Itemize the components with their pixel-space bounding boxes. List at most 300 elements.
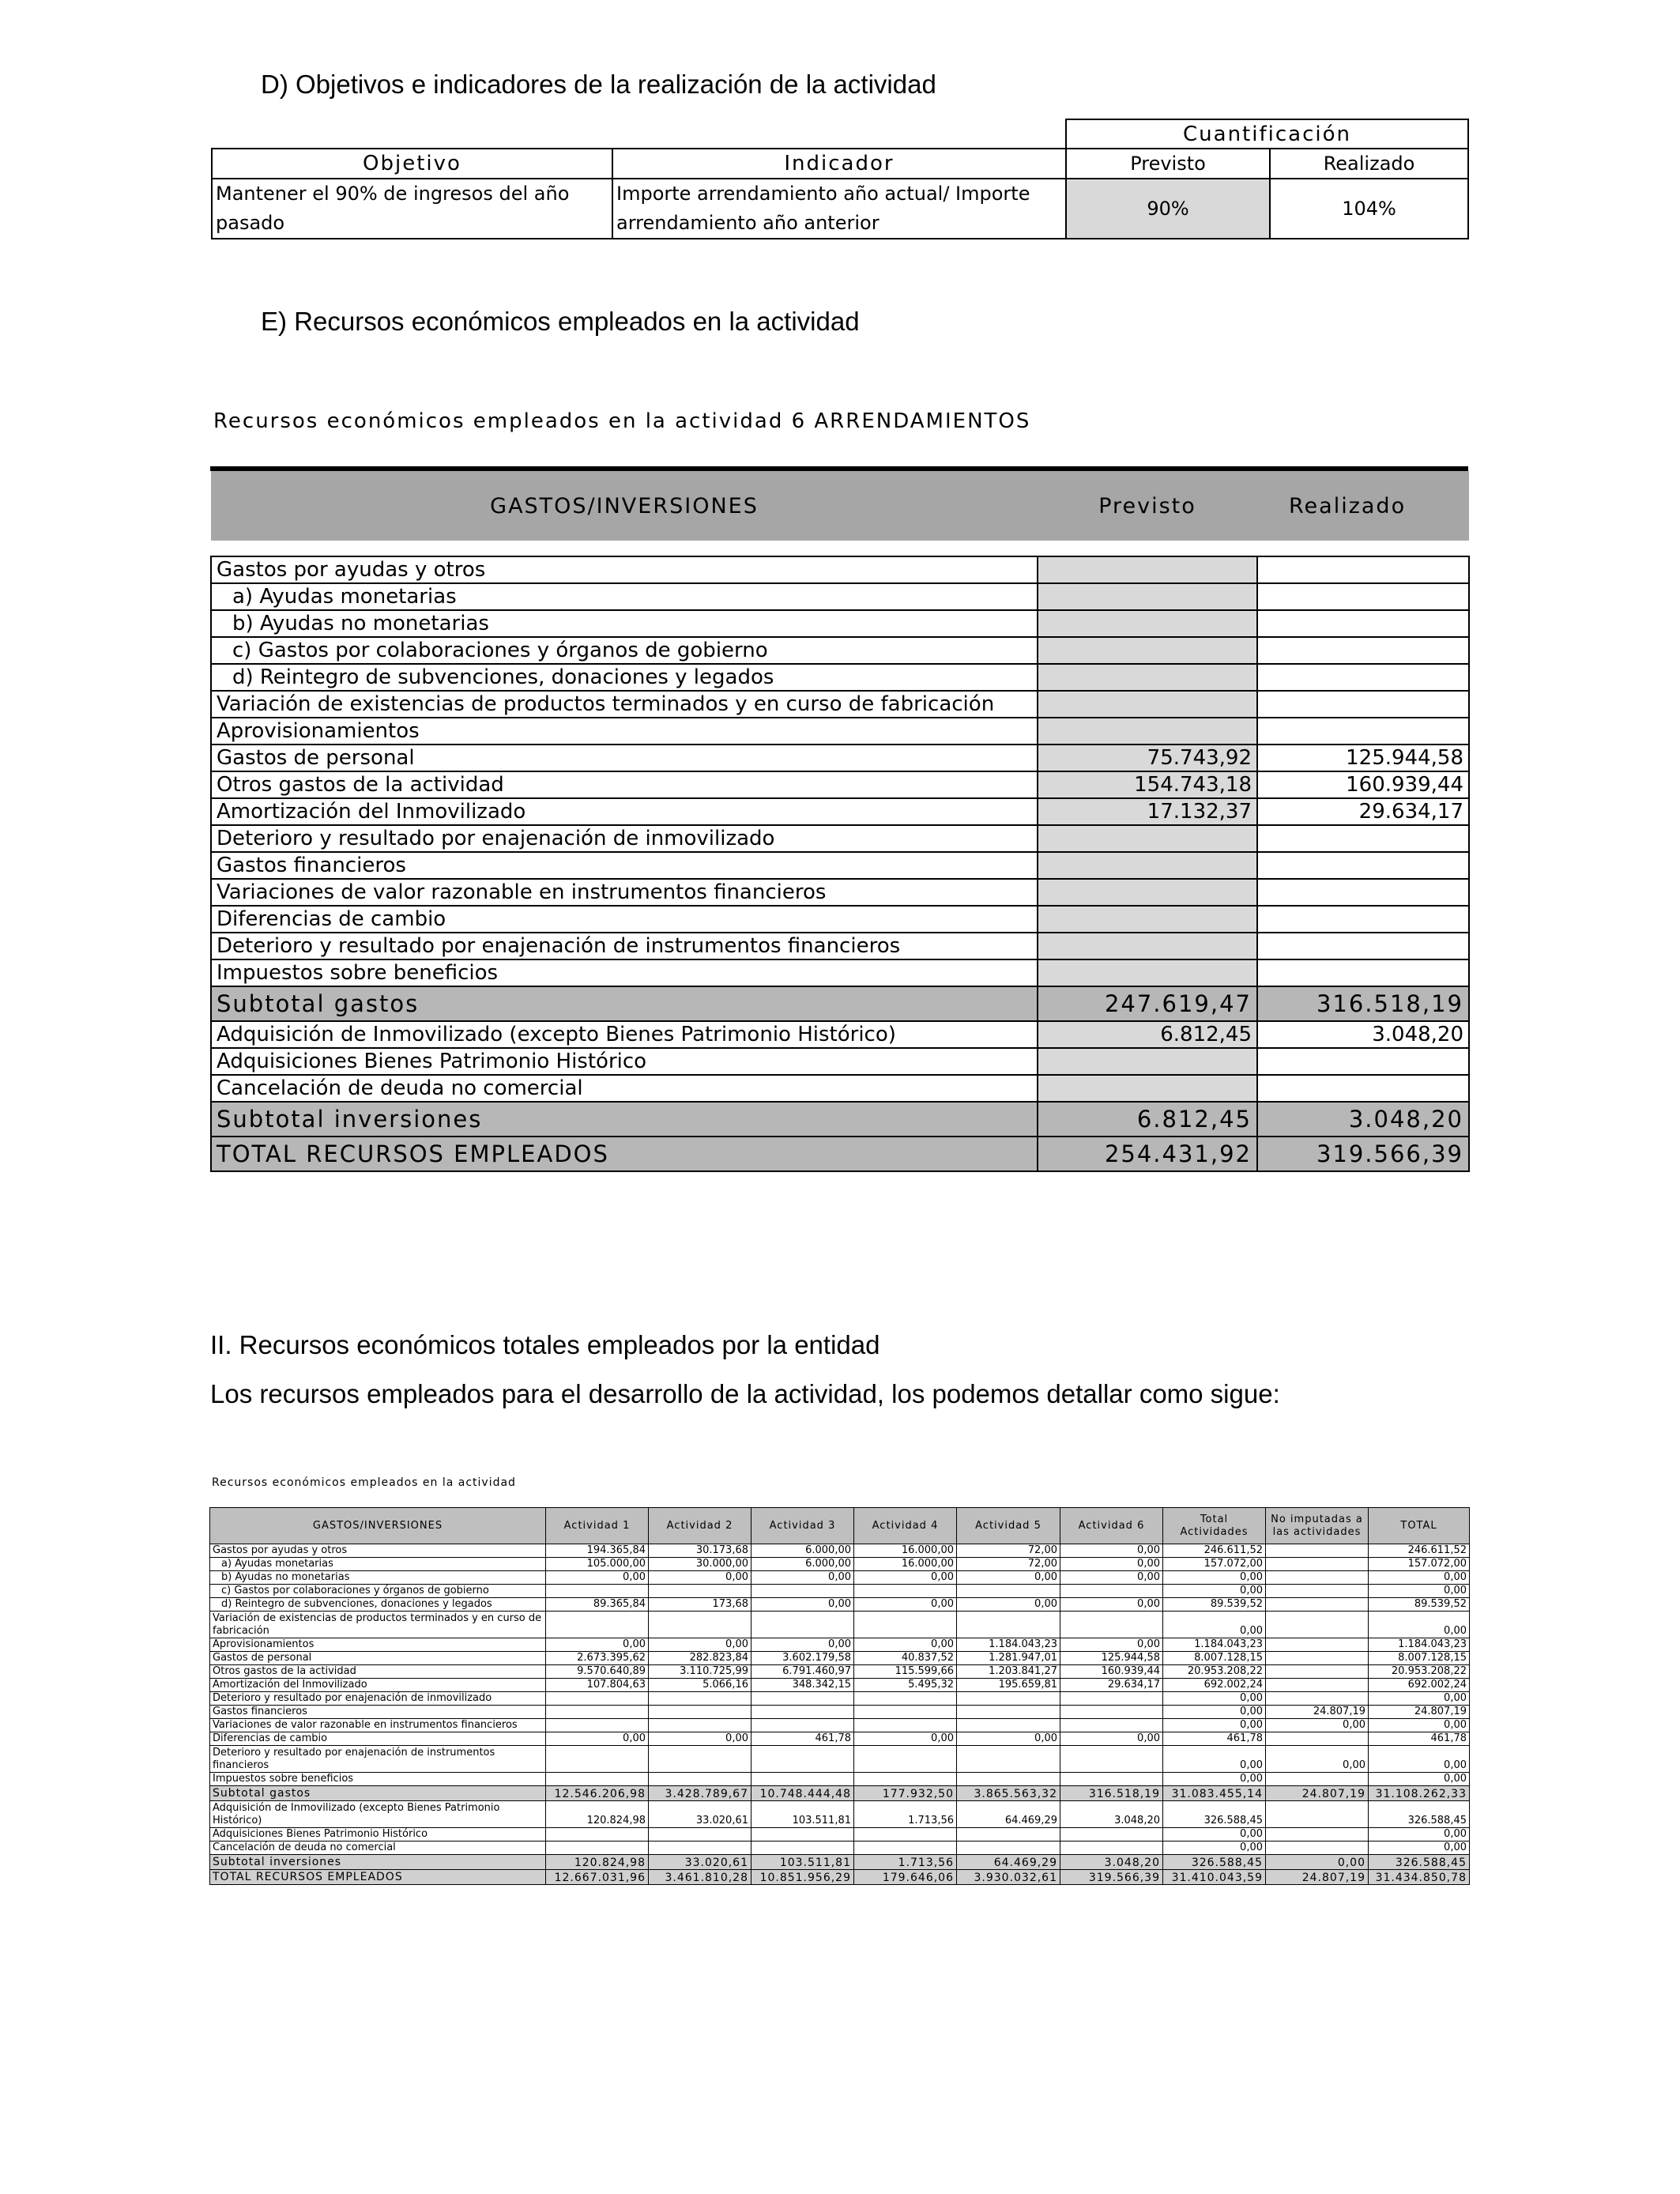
table-row [210,1598,1470,1612]
cell-actividad-3: 6.000,00 [751,1544,854,1558]
table-row [210,1786,1470,1801]
row-realizado-value [1257,610,1469,637]
header-actividad-6: Actividad 6 [1060,1508,1163,1544]
cell-total: 0,00 [1369,1773,1470,1786]
cell-actividad-6: 0,00 [1060,1732,1163,1746]
table-row [211,1137,1469,1171]
cell-actividad-1 [546,1612,649,1638]
header-realizado: Realizado [1257,471,1469,541]
cell-total: 8.007.128,15 [1369,1652,1470,1665]
cell-actividad-6: 0,00 [1060,1638,1163,1652]
indicador-cell: Importe arrendamiento año actual/ Importe arrendamiento año anterior [612,179,1066,239]
row-label: Gastos de personal [210,1652,546,1665]
cell-actividad-6 [1060,1828,1163,1842]
row-label: Variaciones de valor razonable en instrumentos financieros [210,1719,546,1732]
cell-actividad-5 [957,1585,1060,1598]
cell-total: 31.434.850,78 [1369,1870,1470,1885]
cell-actividad-6: 0,00 [1060,1544,1163,1558]
table-row [211,825,1469,852]
cell-actividad-2: 0,00 [649,1638,751,1652]
section-d-heading: D) Objetivos e indicadores de la realización de la actividad [261,70,936,99]
cell-actividad-3 [751,1719,854,1732]
row-label: Deterioro y resultado por enajenación de instrumentos financieros [210,1746,546,1773]
row-label: Subtotal inversiones [211,1102,1038,1137]
table-row [211,798,1469,825]
cell-total-actividades: 246.611,52 [1163,1544,1266,1558]
row-previsto-value [1038,1075,1257,1102]
row-previsto-value [1038,610,1257,637]
cell-actividad-3: 6.791.460,97 [751,1665,854,1679]
cell-actividad-2 [649,1706,751,1719]
table-row [211,933,1469,959]
cell-actividad-5: 0,00 [957,1732,1060,1746]
row-label: Otros gastos de la actividad [210,1665,546,1679]
row-label: Diferencias de cambio [210,1732,546,1746]
table-row [211,771,1469,798]
cell-total: 0,00 [1369,1746,1470,1773]
header-cuantificacion: Cuantificación [1066,119,1468,149]
cell-total: 0,00 [1369,1585,1470,1598]
cell-total: 0,00 [1369,1842,1470,1855]
cell-actividad-2: 3.110.725,99 [649,1665,751,1679]
cell-actividad-6: 125.944,58 [1060,1652,1163,1665]
cell-actividad-3: 10.748.444,48 [751,1786,854,1801]
row-label: Adquisición de Inmovilizado (excepto Bienes Patrimonio Histórico) [210,1801,546,1828]
cell-actividad-4 [854,1585,957,1598]
table-row [210,1732,1470,1746]
cell-actividad-5 [957,1773,1060,1786]
cell-total: 0,00 [1369,1719,1470,1732]
row-previsto-value [1038,959,1257,986]
cell-actividad-1 [546,1585,649,1598]
cell-actividad-2: 30.000,00 [649,1558,751,1571]
cell-actividad-6: 319.566,39 [1060,1870,1163,1885]
cell-actividad-4: 1.713,56 [854,1855,957,1870]
cell-total: 326.588,45 [1369,1855,1470,1870]
row-label: TOTAL RECURSOS EMPLEADOS [211,1137,1038,1171]
row-label: Subtotal gastos [210,1786,546,1801]
row-label: Impuestos sobre beneficios [210,1773,546,1786]
cell-no-imputadas-a-las-actividades [1266,1828,1369,1842]
table-row [211,1075,1469,1102]
cell-actividad-1 [546,1719,649,1732]
cell-actividad-4 [854,1842,957,1855]
cell-no-imputadas-a-las-actividades [1266,1665,1369,1679]
activity-table-title: Recursos económicos empleados en la actividad 6 ARRENDAMIENTOS [213,409,1031,433]
cell-total-actividades: 31.410.043,59 [1163,1870,1266,1885]
cell-actividad-2 [649,1828,751,1842]
cell-actividad-5: 3.930.032,61 [957,1870,1060,1885]
table-row [210,1870,1470,1885]
objetivo-cell: Mantener el 90% de ingresos del año pasado [212,179,612,239]
table-row [210,1679,1470,1692]
cell-actividad-6: 316.518,19 [1060,1786,1163,1801]
cell-no-imputadas-a-las-actividades [1266,1652,1369,1665]
header-actividad-5: Actividad 5 [957,1508,1060,1544]
table-row [211,745,1469,771]
header-actividad-1: Actividad 1 [546,1508,649,1544]
cell-no-imputadas-a-las-actividades [1266,1571,1369,1585]
table-row [211,1021,1469,1048]
cell-actividad-2: 33.020,61 [649,1855,751,1870]
row-realizado-value [1257,959,1469,986]
row-previsto-value [1038,637,1257,664]
cell-no-imputadas-a-las-actividades: 0,00 [1266,1719,1369,1732]
cell-actividad-5: 1.203.841,27 [957,1665,1060,1679]
cell-total: 692.002,24 [1369,1679,1470,1692]
header-total-actividades: Total Actividades [1163,1508,1266,1544]
row-realizado-value [1257,691,1469,718]
table-row [211,691,1469,718]
row-previsto-value: 154.743,18 [1038,771,1257,798]
header-actividad-2: Actividad 2 [649,1508,751,1544]
section-ii-intro: Los recursos empleados para el desarrollo de la actividad, los podemos detallar como sigue: [210,1379,1280,1408]
row-label: Variación de existencias de productos terminados y en curso de fabricación [210,1612,546,1638]
cell-actividad-1: 0,00 [546,1638,649,1652]
table-row [210,1828,1470,1842]
cell-no-imputadas-a-las-actividades: 0,00 [1266,1855,1369,1870]
cell-actividad-5 [957,1746,1060,1773]
objectives-table [211,119,1469,239]
cell-actividad-1 [546,1773,649,1786]
totals-table [209,1507,1470,1885]
cell-actividad-5 [957,1842,1060,1855]
row-label: Subtotal inversiones [210,1855,546,1870]
cell-no-imputadas-a-las-actividades [1266,1732,1369,1746]
cell-total-actividades: 0,00 [1163,1585,1266,1598]
cell-actividad-2: 5.066,16 [649,1679,751,1692]
cell-actividad-2: 3.461.810,28 [649,1870,751,1885]
cell-total-actividades: 8.007.128,15 [1163,1652,1266,1665]
cell-actividad-4: 177.932,50 [854,1786,957,1801]
table-row [211,718,1469,745]
header-previsto: Previsto [1038,471,1257,541]
cell-actividad-6 [1060,1612,1163,1638]
row-realizado-value: 3.048,20 [1257,1021,1469,1048]
row-label: Gastos financieros [211,852,1038,879]
cell-actividad-4: 0,00 [854,1571,957,1585]
table-row [211,959,1469,986]
row-label: TOTAL RECURSOS EMPLEADOS [210,1870,546,1885]
cell-actividad-6: 0,00 [1060,1571,1163,1585]
header-gastos-inversiones: GASTOS/INVERSIONES [211,471,1038,541]
cell-actividad-3: 348.342,15 [751,1679,854,1692]
cell-actividad-5: 1.184.043,23 [957,1638,1060,1652]
cell-actividad-6: 160.939,44 [1060,1665,1163,1679]
header-actividad-3: Actividad 3 [751,1508,854,1544]
row-previsto-value: 254.431,92 [1038,1137,1257,1171]
cell-no-imputadas-a-las-actividades [1266,1544,1369,1558]
cell-total-actividades: 1.184.043,23 [1163,1638,1266,1652]
row-previsto-value [1038,664,1257,691]
cell-no-imputadas-a-las-actividades [1266,1842,1369,1855]
row-realizado-value: 29.634,17 [1257,798,1469,825]
cell-no-imputadas-a-las-actividades [1266,1679,1369,1692]
cell-actividad-4 [854,1706,957,1719]
cell-actividad-1: 12.546.206,98 [546,1786,649,1801]
cell-actividad-3: 103.511,81 [751,1855,854,1870]
cell-actividad-4: 5.495,32 [854,1679,957,1692]
cell-actividad-4 [854,1719,957,1732]
header-objetivo: Objetivo [212,149,612,179]
cell-actividad-1: 2.673.395,62 [546,1652,649,1665]
cell-actividad-5 [957,1612,1060,1638]
cell-actividad-2: 33.020,61 [649,1801,751,1828]
table-row [210,1585,1470,1598]
cell-actividad-5: 64.469,29 [957,1801,1060,1828]
cell-actividad-6 [1060,1773,1163,1786]
cell-actividad-4: 40.837,52 [854,1652,957,1665]
cell-no-imputadas-a-las-actividades: 24.807,19 [1266,1706,1369,1719]
cell-actividad-5: 3.865.563,32 [957,1786,1060,1801]
cell-actividad-6 [1060,1746,1163,1773]
row-realizado-value [1257,583,1469,610]
cell-actividad-1: 9.570.640,89 [546,1665,649,1679]
cell-total-actividades: 0,00 [1163,1842,1266,1855]
row-label: Gastos de personal [211,745,1038,771]
cell-actividad-4: 16.000,00 [854,1544,957,1558]
cell-actividad-5 [957,1692,1060,1706]
cell-total-actividades: 0,00 [1163,1746,1266,1773]
row-previsto-value [1038,718,1257,745]
cell-actividad-2 [649,1746,751,1773]
cell-total-actividades: 326.588,45 [1163,1855,1266,1870]
previsto-cell: 90% [1066,179,1270,239]
cell-actividad-2: 282.823,84 [649,1652,751,1665]
cell-actividad-6 [1060,1719,1163,1732]
row-label: Cancelación de deuda no comercial [211,1075,1038,1102]
table-row [211,664,1469,691]
cell-actividad-4: 179.646,06 [854,1870,957,1885]
row-label: Amortización del Inmovilizado [210,1679,546,1692]
header-no-imputadas-a-las-actividades: No imputadas a las actividades [1266,1508,1369,1544]
cell-actividad-1: 120.824,98 [546,1801,649,1828]
cell-actividad-1 [546,1706,649,1719]
row-realizado-value [1257,1075,1469,1102]
table-row [210,1801,1470,1828]
row-label: Impuestos sobre beneficios [211,959,1038,986]
cell-actividad-6: 0,00 [1060,1558,1163,1571]
cell-no-imputadas-a-las-actividades: 0,00 [1266,1746,1369,1773]
row-label: Deterioro y resultado por enajenación de instrumentos financieros [211,933,1038,959]
row-previsto-value: 75.743,92 [1038,745,1257,771]
cell-actividad-6 [1060,1706,1163,1719]
table-row [210,1706,1470,1719]
cell-actividad-3: 0,00 [751,1598,854,1612]
cell-total-actividades: 157.072,00 [1163,1558,1266,1571]
cell-actividad-4: 0,00 [854,1732,957,1746]
cell-actividad-5: 0,00 [957,1598,1060,1612]
row-previsto-value: 17.132,37 [1038,798,1257,825]
cell-actividad-5: 0,00 [957,1571,1060,1585]
cell-actividad-1: 105.000,00 [546,1558,649,1571]
totals-table-title: Recursos económicos empleados en la actividad [212,1476,516,1489]
cell-total-actividades: 0,00 [1163,1828,1266,1842]
cell-total-actividades: 0,00 [1163,1719,1266,1732]
cell-total: 246.611,52 [1369,1544,1470,1558]
cell-actividad-1 [546,1746,649,1773]
table-row [211,879,1469,906]
cell-actividad-2: 0,00 [649,1571,751,1585]
cell-actividad-1: 12.667.031,96 [546,1870,649,1885]
cell-actividad-4 [854,1612,957,1638]
cell-actividad-4 [854,1773,957,1786]
cell-actividad-5 [957,1828,1060,1842]
cell-total: 20.953.208,22 [1369,1665,1470,1679]
cell-actividad-3 [751,1706,854,1719]
cell-actividad-5: 72,00 [957,1544,1060,1558]
row-realizado-value: 3.048,20 [1257,1102,1469,1137]
cell-actividad-1: 89.365,84 [546,1598,649,1612]
row-label: Variaciones de valor razonable en instrumentos financieros [211,879,1038,906]
cell-actividad-5: 195.659,81 [957,1679,1060,1692]
row-realizado-value: 125.944,58 [1257,745,1469,771]
cell-actividad-2: 30.173,68 [649,1544,751,1558]
header-realizado: Realizado [1270,149,1468,179]
cell-total-actividades: 461,78 [1163,1732,1266,1746]
table-row [210,1612,1470,1638]
cell-total: 157.072,00 [1369,1558,1470,1571]
cell-actividad-2: 173,68 [649,1598,751,1612]
cell-actividad-5: 72,00 [957,1558,1060,1571]
row-realizado-value: 319.566,39 [1257,1137,1469,1171]
row-label: Gastos por ayudas y otros [210,1544,546,1558]
row-previsto-value [1038,879,1257,906]
cell-no-imputadas-a-las-actividades [1266,1638,1369,1652]
row-label: Adquisición de Inmovilizado (excepto Bienes Patrimonio Histórico) [211,1021,1038,1048]
cell-total-actividades: 0,00 [1163,1612,1266,1638]
cell-actividad-2 [649,1585,751,1598]
table-row [210,1544,1470,1558]
header-indicador: Indicador [612,149,1066,179]
row-label: c) Gastos por colaboraciones y órganos de gobierno [211,637,1038,664]
row-realizado-value: 316.518,19 [1257,986,1469,1021]
section-e-heading: E) Recursos económicos empleados en la actividad [261,307,860,336]
cell-actividad-2: 3.428.789,67 [649,1786,751,1801]
cell-actividad-3: 0,00 [751,1571,854,1585]
row-previsto-value [1038,852,1257,879]
table-row [211,1102,1469,1137]
header-previsto: Previsto [1066,149,1270,179]
table-row [210,1652,1470,1665]
cell-actividad-1 [546,1828,649,1842]
cell-no-imputadas-a-las-actividades [1266,1612,1369,1638]
activity-resources-table [210,471,1470,1172]
cell-actividad-4: 115.599,66 [854,1665,957,1679]
row-label: a) Ayudas monetarias [211,583,1038,610]
cell-actividad-4 [854,1828,957,1842]
cell-actividad-5 [957,1706,1060,1719]
cell-total-actividades: 326.588,45 [1163,1801,1266,1828]
row-label: d) Reintegro de subvenciones, donaciones y legados [211,664,1038,691]
cell-no-imputadas-a-las-actividades [1266,1801,1369,1828]
cell-actividad-3: 461,78 [751,1732,854,1746]
row-label: d) Reintegro de subvenciones, donaciones y legados [210,1598,546,1612]
row-label: Gastos por ayudas y otros [211,556,1038,583]
cell-total: 0,00 [1369,1692,1470,1706]
cell-actividad-3: 10.851.956,29 [751,1870,854,1885]
row-label: Gastos financieros [210,1706,546,1719]
row-realizado-value [1257,933,1469,959]
cell-actividad-4: 0,00 [854,1638,957,1652]
cell-actividad-1: 120.824,98 [546,1855,649,1870]
cell-actividad-3 [751,1828,854,1842]
cell-no-imputadas-a-las-actividades [1266,1692,1369,1706]
cell-actividad-2 [649,1773,751,1786]
cell-no-imputadas-a-las-actividades: 24.807,19 [1266,1870,1369,1885]
cell-total: 1.184.043,23 [1369,1638,1470,1652]
cell-total-actividades: 0,00 [1163,1773,1266,1786]
cell-no-imputadas-a-las-actividades [1266,1598,1369,1612]
cell-actividad-6 [1060,1842,1163,1855]
cell-total: 0,00 [1369,1612,1470,1638]
row-label: b) Ayudas no monetarias [211,610,1038,637]
cell-actividad-2: 0,00 [649,1732,751,1746]
cell-actividad-1: 0,00 [546,1571,649,1585]
cell-actividad-3 [751,1746,854,1773]
row-label: Adquisiciones Bienes Patrimonio Histórico [211,1048,1038,1075]
row-label: Subtotal gastos [211,986,1038,1021]
cell-actividad-6 [1060,1692,1163,1706]
table-row [211,637,1469,664]
row-previsto-value [1038,583,1257,610]
table-row [210,1571,1470,1585]
cell-actividad-4: 16.000,00 [854,1558,957,1571]
table-row [211,583,1469,610]
row-label: a) Ayudas monetarias [210,1558,546,1571]
cell-total: 326.588,45 [1369,1801,1470,1828]
table-row [210,1855,1470,1870]
row-previsto-value: 6.812,45 [1038,1102,1257,1137]
row-realizado-value [1257,664,1469,691]
table-row [210,1638,1470,1652]
cell-total-actividades: 0,00 [1163,1571,1266,1585]
cell-actividad-4: 0,00 [854,1598,957,1612]
cell-total: 31.108.262,33 [1369,1786,1470,1801]
section-ii-heading: II. Recursos económicos totales empleados por la entidad [210,1330,880,1359]
cell-actividad-5 [957,1719,1060,1732]
row-previsto-value [1038,906,1257,933]
cell-actividad-5: 64.469,29 [957,1855,1060,1870]
cell-actividad-2 [649,1692,751,1706]
row-label: Deterioro y resultado por enajenación de inmovilizado [211,825,1038,852]
cell-total-actividades: 692.002,24 [1163,1679,1266,1692]
cell-actividad-6 [1060,1585,1163,1598]
cell-no-imputadas-a-las-actividades [1266,1773,1369,1786]
row-label: Variación de existencias de productos terminados y en curso de fabricación [211,691,1038,718]
row-realizado-value [1257,637,1469,664]
table-row [211,556,1469,583]
cell-actividad-2 [649,1612,751,1638]
table-row [211,906,1469,933]
cell-actividad-1 [546,1692,649,1706]
cell-actividad-4 [854,1746,957,1773]
realizado-cell: 104% [1270,179,1468,239]
row-previsto-value: 6.812,45 [1038,1021,1257,1048]
table-row [211,986,1469,1021]
cell-actividad-4: 1.713,56 [854,1801,957,1828]
cell-total-actividades: 89.539,52 [1163,1598,1266,1612]
row-previsto-value [1038,933,1257,959]
cell-total: 89.539,52 [1369,1598,1470,1612]
cell-actividad-3: 3.602.179,58 [751,1652,854,1665]
row-realizado-value [1257,556,1469,583]
cell-total: 461,78 [1369,1732,1470,1746]
table-row [210,1773,1470,1786]
row-label: Otros gastos de la actividad [211,771,1038,798]
cell-actividad-2 [649,1719,751,1732]
cell-total: 0,00 [1369,1828,1470,1842]
